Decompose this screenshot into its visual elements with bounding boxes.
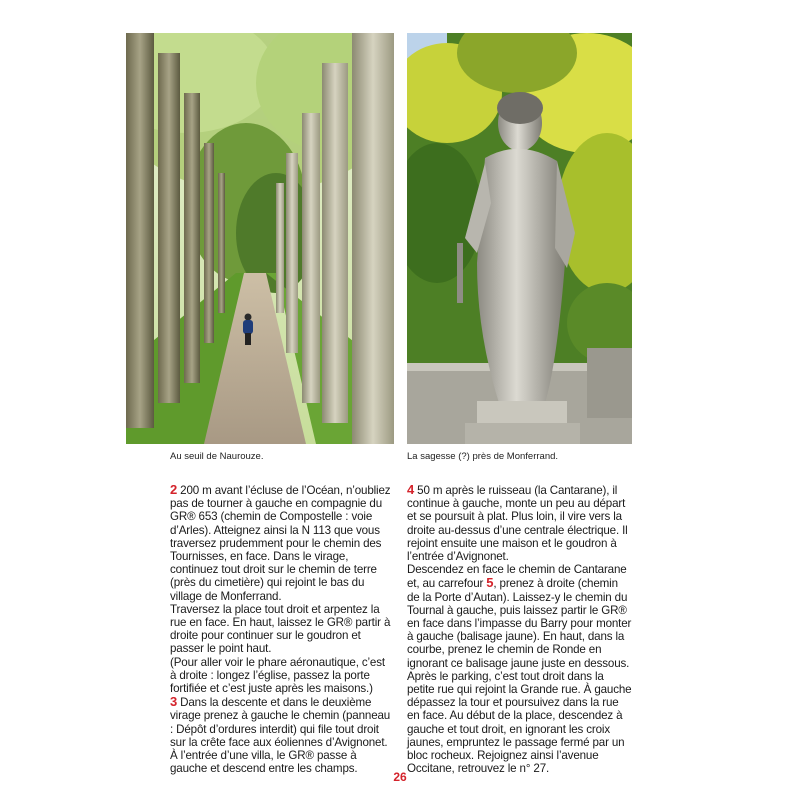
step-5-text-before: Descendez en face le chemin de Cantarane et, au carrefour — [407, 563, 627, 591]
photo-caption-right: La sagesse (?) près de Monferrand. — [407, 451, 559, 462]
step-5-text-after: , prenez à droite (chemin de la Porte d’Autan). Laissez-y le chemin du Tournal à gauche, puis laissez partir le GR® en face dans l’impasse du Barry pour monter à gauche (balisage jaune). En haut, dans la courbe, prenez le chemin de Ronde en ignorant ce balisage jaune juste en dessous. Après le parking, c’est tout droit dans la petite rue qui rejoint la Grande rue. À gauche dépassez la tour et poursuivez dans la rue en face. Au début de la place, descendez à gauche et tout droit, en ignorant les croix jaunes, empruntez le passage fermé par un bloc rocheux. Rejoignez ainsi l’avenue Occitane, retrouvez le n° 27. — [407, 577, 632, 776]
page-number: 26 — [393, 770, 407, 784]
photo-stone-statue — [407, 33, 632, 444]
photo-tree-lined-path — [126, 33, 394, 444]
text-column-right — [407, 483, 633, 775]
step-5-paragraph — [407, 563, 633, 775]
photo-caption-left: Au seuil de Naurouze. — [170, 451, 264, 462]
step-3-paragraph — [170, 695, 392, 775]
step-4-paragraph — [407, 483, 633, 563]
step-number-3: 3 — [170, 694, 178, 710]
paragraph-place: Traversez la place tout droit et arpentez la rue en face. En haut, laissez le GR® partir à droite pour continuer sur le goudron et passer le point haut. — [170, 602, 391, 656]
step-number-4: 4 — [407, 482, 415, 497]
step-4-text: 50 m après le ruisseau (la Cantarane), il continue à gauche, monte un peu au départ et se poursuit à plat. Plus loin, il vire vers la droite au-dessus d’une centrale électrique. Il rejoint ensuite une maison et le goudron à l’entrée d’Avignonet. — [407, 484, 628, 564]
step-2-paragraph — [170, 483, 392, 603]
step-number-2: 2 — [170, 482, 178, 497]
paragraph-phare: (Pour aller voir le phare aéronautique, c’est à droite : longez l’église, passez la porte fortifiée et c’est juste après les maisons.) — [170, 655, 385, 696]
text-column-left — [170, 483, 392, 775]
step-number-5: 5 — [486, 575, 494, 591]
step-3-text: Dans la descente et dans le deuxième virage prenez à gauche le chemin (panneau : Dépôt d’ordures interdit) qui file tout droit sur la crête face aux éoliennes d’Avignonet. À l’entrée d’une villa, le GR® passe à gauche et descend entre les champs. — [170, 696, 391, 776]
step-2-text: 200 m avant l’écluse de l’Océan, n’oubliez pas de tourner à gauche en compagnie du GR® 653 (chemin de Compostelle : voie d’Arles). Atteignez ainsi la N 113 que vous traversez prudemment pour le chemin des Tournisses, en face. Dans le virage, continuez tout droit sur le chemin de terre (près du cimetière) qui rejoint le bas du village de Monferrand. — [170, 484, 391, 603]
